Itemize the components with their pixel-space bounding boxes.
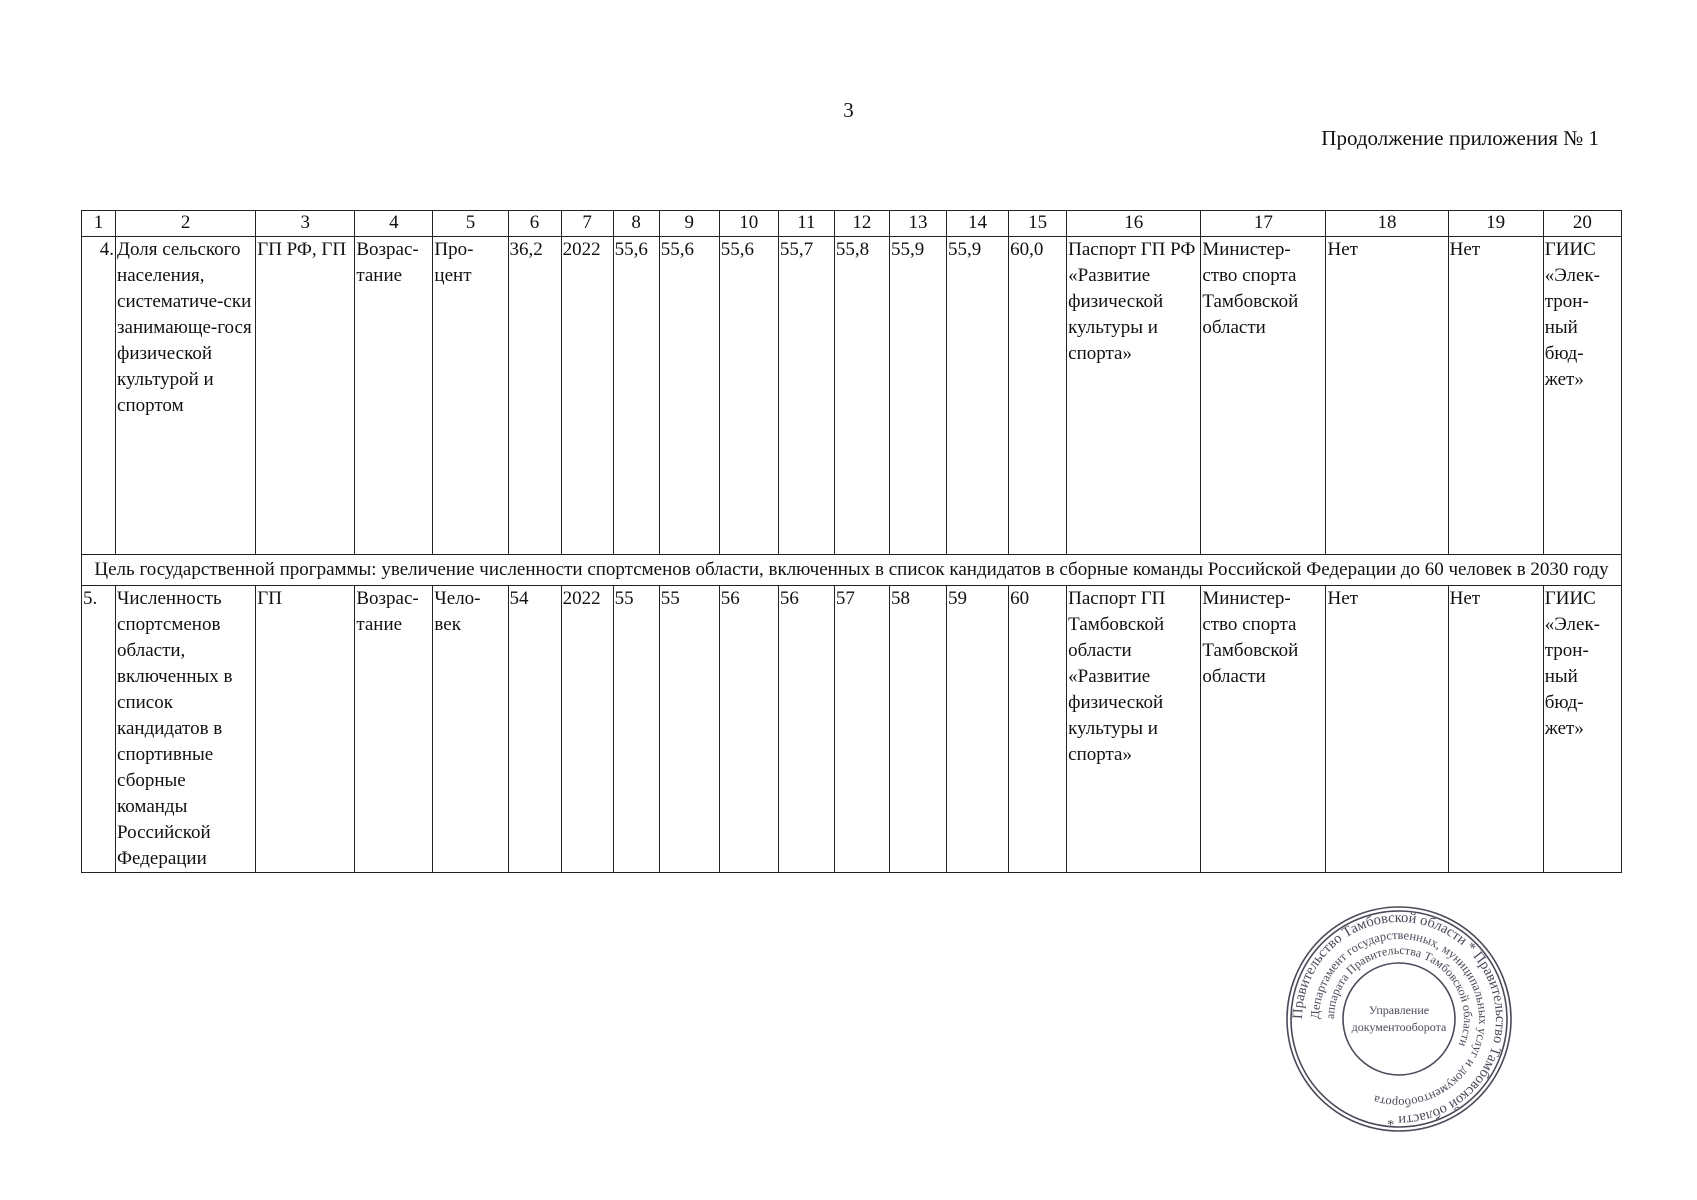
value-cell: 55,8 <box>834 237 889 555</box>
column-number: 4 <box>355 211 433 237</box>
flag-cell: Нет <box>1448 237 1543 555</box>
column-number: 11 <box>778 211 834 237</box>
column-numbers-row <box>82 211 1622 237</box>
value-cell: 55,6 <box>719 237 778 555</box>
column-number: 3 <box>256 211 355 237</box>
column-number: 20 <box>1543 211 1621 237</box>
column-number: 5 <box>433 211 508 237</box>
unit: Про-цент <box>433 237 508 555</box>
value-cell: 56 <box>719 586 778 873</box>
value-cell: 55,6 <box>659 237 719 555</box>
seal-center-line-1: Управление <box>1368 1003 1430 1017</box>
table-row-4 <box>82 237 1622 555</box>
official-seal <box>1283 903 1515 1135</box>
column-number: 12 <box>834 211 889 237</box>
source-document: Паспорт ГП Тамбовской области «Развитие физической культуры и спорта» <box>1067 586 1201 873</box>
continuation-note: Продолжение приложения № 1 <box>1321 126 1599 150</box>
column-number: 2 <box>116 211 256 237</box>
program-goal: Цель государственной программы: увеличение численности спортсменов области, включенных в список кандидатов в сборные команды Российской Федерации до 60 человек в 2030 году <box>82 555 1622 586</box>
value-cell: 55 <box>613 586 659 873</box>
program-level: ГП РФ, ГП <box>256 237 355 555</box>
value-cell: 55,9 <box>947 237 1009 555</box>
responsible-body: Министер-ство спорта Тамбовской области <box>1201 237 1326 555</box>
flag-cell: Нет <box>1448 586 1543 873</box>
value-cell: 55,6 <box>613 237 659 555</box>
row-number: 4. <box>82 237 116 555</box>
indicator-name: Численность спортсменов области, включенных в список кандидатов в спортивные сборные команды Российской Федерации <box>116 586 256 873</box>
base-year: 2022 <box>561 237 613 555</box>
column-number: 18 <box>1326 211 1448 237</box>
seal-inner-text: аппарата Правительства Тамбовской области <box>1322 942 1476 1049</box>
column-number: 7 <box>561 211 613 237</box>
column-number: 1 <box>82 211 116 237</box>
seal-middle-text: Департамент государственных, муниципальных услуг и документооборота <box>1307 927 1491 1111</box>
value-cell: 58 <box>889 586 946 873</box>
value-cell: 55,9 <box>889 237 946 555</box>
information-system: ГИИС «Элек-трон-ный бюд-жет» <box>1543 237 1621 555</box>
flag-cell: Нет <box>1326 237 1448 555</box>
column-number: 14 <box>947 211 1009 237</box>
responsible-body: Министер-ство спорта Тамбовской области <box>1201 586 1326 873</box>
column-number: 6 <box>508 211 561 237</box>
program-level: ГП <box>256 586 355 873</box>
value-cell: 60 <box>1009 586 1067 873</box>
base-year: 2022 <box>561 586 613 873</box>
column-number: 10 <box>719 211 778 237</box>
source-document: Паспорт ГП РФ «Развитие физической культуры и спорта» <box>1067 237 1201 555</box>
value-cell: 59 <box>947 586 1009 873</box>
seal-outer-text: Правительство Тамбовской области * Правительство Тамбовской области * <box>1289 909 1509 1129</box>
trend: Возрас-тание <box>355 586 433 873</box>
indicator-name: Доля сельского населения, систематиче-ски занимающе-гося физической культурой и спортом <box>116 237 256 555</box>
indicators-table <box>81 210 1622 873</box>
trend: Возрас-тание <box>355 237 433 555</box>
row-number: 5. <box>82 586 116 873</box>
value-cell: 56 <box>778 586 834 873</box>
column-number: 8 <box>613 211 659 237</box>
column-number: 17 <box>1201 211 1326 237</box>
column-number: 9 <box>659 211 719 237</box>
information-system: ГИИС «Элек-трон-ный бюд-жет» <box>1543 586 1621 873</box>
page-number: 3 <box>843 98 854 122</box>
value-cell: 57 <box>834 586 889 873</box>
value-cell: 55,7 <box>778 237 834 555</box>
column-number: 13 <box>889 211 946 237</box>
value-cell: 55 <box>659 586 719 873</box>
seal-graphic <box>1283 903 1515 1135</box>
unit: Чело-век <box>433 586 508 873</box>
column-number: 16 <box>1067 211 1201 237</box>
base-value: 54 <box>508 586 561 873</box>
value-cell: 60,0 <box>1009 237 1067 555</box>
flag-cell: Нет <box>1326 586 1448 873</box>
column-number: 15 <box>1009 211 1067 237</box>
goal-row <box>82 555 1622 586</box>
base-value: 36,2 <box>508 237 561 555</box>
seal-center-line-2: документооборота <box>1351 1020 1447 1034</box>
table-row-5 <box>82 586 1622 873</box>
column-number: 19 <box>1448 211 1543 237</box>
